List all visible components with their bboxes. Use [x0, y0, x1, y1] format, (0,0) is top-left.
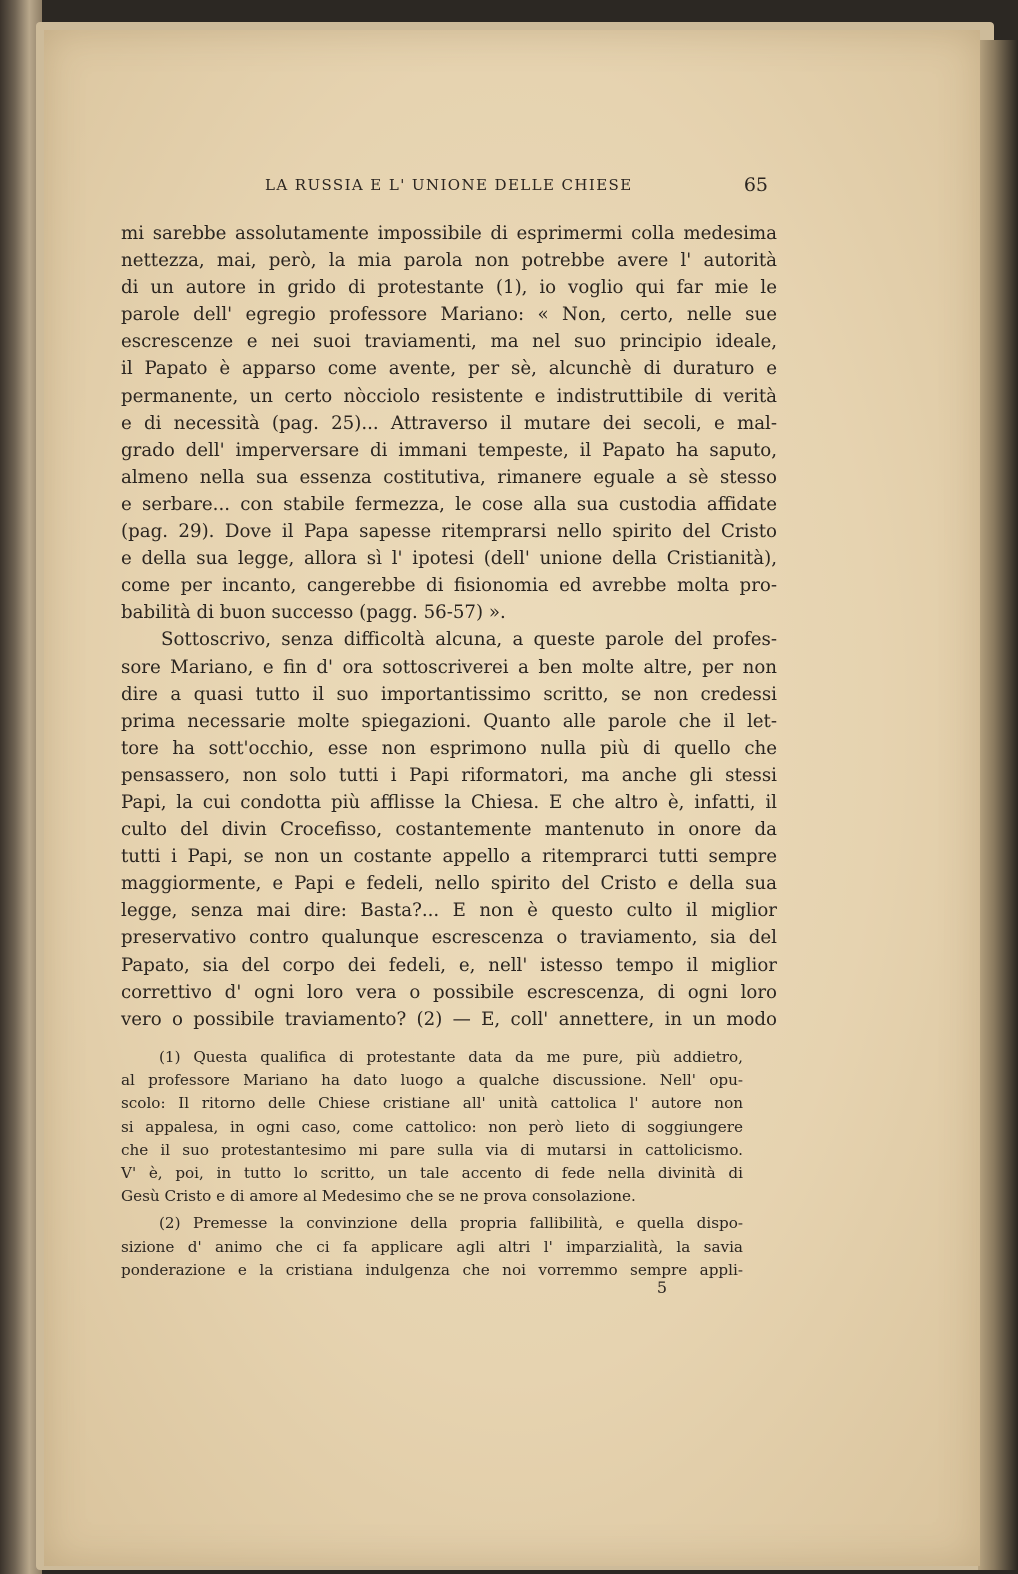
- body-line: preservativo contro qualunque escrescenza o traviamento, sia del: [121, 927, 777, 949]
- body-line: nettezza, mai, però, la mia parola non potrebbe avere l' autorità: [121, 250, 777, 272]
- body-line: permanente, un certo nòcciolo resistente e indistruttibile di verità: [121, 385, 777, 407]
- body-text: [121, 220, 777, 1033]
- body-line: grado dell' imperversare di immani tempeste, il Papato ha saputo,: [121, 439, 777, 461]
- footnote-line: si appalesa, in ogni caso, come cattolico: non però lieto di soggiungere: [121, 1117, 743, 1136]
- body-line: tutti i Papi, se non un costante appello a ritemprarci tutti sempre: [121, 846, 777, 868]
- footnote-line: V' è, poi, in tutto lo scritto, un tale accento di fede nella divinità di: [121, 1163, 743, 1182]
- page-number: 65: [743, 174, 768, 196]
- body-line: babilità di buon successo (pagg. 56-57) ».: [121, 602, 506, 624]
- body-line: come per incanto, cangerebbe di fisionomia ed avrebbe molta pro-: [121, 575, 777, 597]
- body-line: e di necessità (pag. 25)... Attraverso il mutare dei secoli, e mal-: [121, 412, 777, 434]
- signature-mark: 5: [656, 1278, 668, 1297]
- body-line: pensassero, non solo tutti i Papi riformatori, ma anche gli stessi: [121, 764, 777, 786]
- footnote-line: al professore Mariano ha dato luogo a qualche discussione. Nell' opu-: [121, 1071, 743, 1090]
- footnote-line: scolo: Il ritorno delle Chiese cristiane all' unità cattolica l' autore non: [121, 1094, 743, 1113]
- body-line: (pag. 29). Dove il Papa sapesse ritemprarsi nello spirito del Cristo: [121, 521, 777, 543]
- body-line: parole dell' egregio professore Mariano: « Non, certo, nelle sue: [121, 304, 777, 326]
- body-line: di un autore in grido di protestante (1), io voglio qui far mie le: [121, 277, 777, 299]
- body-line: sore Mariano, e fin d' ora sottoscriverei a ben molte altre, per non: [121, 656, 777, 678]
- body-line: Papato, sia del corpo dei fedeli, e, nell' istesso tempo il miglior: [121, 954, 777, 976]
- body-line: mi sarebbe assolutamente impossibile di esprimermi colla medesima: [121, 223, 777, 244]
- body-line: Sottoscrivo, senza difficoltà alcuna, a queste parole del profes-: [161, 629, 777, 651]
- body-line: culto del divin Crocefisso, costantemente mantenuto in onore da: [121, 819, 777, 841]
- body-line: tore ha sott'occhio, esse non esprimono nulla più di quello che: [121, 737, 777, 759]
- footnote-line: Gesù Cristo e di amore al Medesimo che se ne prova consolazione.: [121, 1187, 636, 1206]
- body-line: escrescenze e nei suoi traviamenti, ma nel suo principio ideale,: [121, 331, 777, 353]
- body-line: maggiormente, e Papi e fedeli, nello spirito del Cristo e della sua: [121, 873, 777, 895]
- running-head: LA RUSSIA E L' UNIONE DELLE CHIESE: [265, 176, 633, 194]
- page-fore-edge: [978, 40, 1018, 1570]
- body-line: dire a quasi tutto il suo importantissimo scritto, se non credessi: [121, 683, 777, 705]
- body-line: almeno nella sua essenza costitutiva, rimanere eguale a sè stesso: [121, 466, 777, 488]
- body-line: vero o possibile traviamento? (2) — E, coll' annettere, in un modo: [121, 1008, 777, 1030]
- footnote-line: (1) Questa qualifica di protestante data da me pure, più addietro,: [159, 1048, 743, 1066]
- body-line: correttivo d' ogni loro vera o possibile escrescenza, di ogni loro: [121, 981, 777, 1003]
- body-line: legge, senza mai dire: Basta?... E non è questo culto il miglior: [121, 900, 777, 922]
- body-line: e serbare... con stabile fermezza, le cose alla sua custodia affidate: [121, 493, 777, 515]
- footnote-line: ponderazione e la cristiana indulgenza che noi vorremmo sempre appli-: [121, 1260, 743, 1279]
- body-line: e della sua legge, allora sì l' ipotesi (dell' unione della Cristianità),: [121, 548, 777, 570]
- footnote-line: (2) Premesse la convinzione della propria fallibilità, e quella dispo-: [159, 1214, 743, 1233]
- body-line: il Papato è apparso come avente, per sè, alcunchè di duraturo e: [121, 358, 777, 380]
- footnote-line: che il suo protestantesimo mi pare sulla via di mutarsi in cattolicismo.: [121, 1140, 743, 1159]
- body-line: prima necessarie molte spiegazioni. Quanto alle parole che il let-: [121, 710, 777, 732]
- footnotes: [121, 1046, 743, 1282]
- body-line: Papi, la cui condotta più afflisse la Chiesa. E che altro è, infatti, il: [121, 791, 777, 813]
- footnote-line: sizione d' animo che ci fa applicare agli altri l' imparzialità, la savia: [121, 1237, 743, 1256]
